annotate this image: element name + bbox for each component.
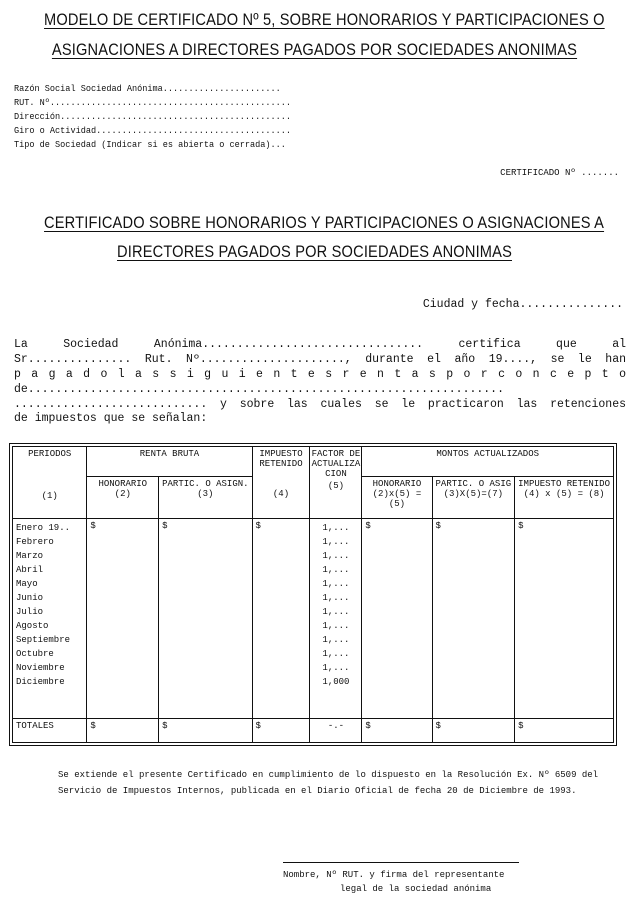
col-factor [310, 447, 362, 519]
factors-column [310, 519, 362, 719]
month-label: Agosto [16, 621, 49, 631]
col-m-partic-label: PARTIC. O ASIG [435, 479, 512, 489]
group-renta-bruta: RENTA BRUTA [87, 447, 252, 477]
factor-value: 1,... [322, 607, 350, 617]
col-m-honorario-label: HONORARIO [372, 479, 422, 489]
header-field-giro: Giro o Actividad...................................... [14, 126, 292, 136]
col-honorario-num: (2) [114, 489, 131, 499]
factor-value: 1,... [322, 537, 350, 547]
col-honorario-label: HONORARIO [98, 479, 148, 489]
month-label: Febrero [16, 537, 54, 547]
month-label: Julio [16, 607, 44, 617]
totales-label: TOTALES [13, 719, 87, 743]
col-m-impuesto-label: IMPUESTO RETENIDO [518, 479, 610, 489]
col-impuesto-num: (4) [272, 489, 290, 499]
col-honorario [87, 477, 159, 519]
signature-line [283, 862, 519, 863]
cert-title-line2: DIRECTORES PAGADOS POR SOCIEDADES ANONIMAS [116, 242, 513, 261]
col-partic-label: PARTIC. O ASIGN. [162, 479, 249, 489]
footer-line-2: Servicio de Impuestos Internos, publicada en el Diario Oficial de fecha 20 de Diciembre de 1993. [58, 786, 577, 796]
month-label: Mayo [16, 579, 38, 589]
month-label: Abril [16, 565, 44, 575]
total-m-impuesto: $ [515, 719, 614, 743]
factor-value: 1,... [322, 551, 350, 561]
col-m-partic [432, 477, 515, 519]
certificate-table [12, 446, 614, 743]
body-line-4: de..................................................................... [14, 383, 504, 396]
cert-title-line1: CERTIFICADO SOBRE HONORARIOS Y PARTICIPACIONES O ASIGNACIONES A [44, 213, 605, 232]
body-line-1: La Sociedad Anónima................................ certifica que al [14, 338, 626, 351]
col-partic-num: (3) [197, 489, 214, 499]
month-label: Noviembre [16, 663, 65, 673]
col-m-honorario-formula: (2)x(5) = (5) [372, 489, 422, 509]
group-montos-actualizados: MONTOS ACTUALIZADOS [362, 447, 614, 477]
col-m-impuesto [515, 477, 614, 519]
total-impuesto: $ [252, 719, 310, 743]
m-partic-values: $ [432, 519, 515, 719]
certificado-number: CERTIFICADO Nº ....... [500, 168, 619, 178]
col-partic [159, 477, 252, 519]
body-line-2: Sr............... Rut. Nº....................., durante el año 19...., se le han [14, 353, 626, 366]
factor-value: 1,... [322, 579, 350, 589]
header-field-rut: RUT. Nº............................................... [14, 98, 292, 108]
month-label: Marzo [16, 551, 44, 561]
body-line-3: p a g a d o l a s s i g u i e n t e s r e n t a s p o r c o n c e p t o [14, 368, 626, 381]
col-factor-num: (5) [327, 481, 345, 491]
col-m-impuesto-formula: (4) x (5) = (8) [523, 489, 605, 499]
m-impuesto-values: $ [515, 519, 614, 719]
month-label: Diciembre [16, 677, 65, 687]
factor-value: 1,000 [322, 677, 350, 687]
total-m-partic: $ [432, 719, 515, 743]
total-factor: -.- [310, 719, 362, 743]
factor-value: 1,... [322, 663, 350, 673]
months-column [13, 519, 87, 719]
model-title-line2: ASIGNACIONES A DIRECTORES PAGADOS POR SOCIEDADES ANONIMAS [51, 40, 578, 59]
factor-value: 1,... [322, 635, 350, 645]
m-honorario-values: $ [362, 519, 432, 719]
col-factor-label: FACTOR DE ACTUALIZA CION [311, 449, 361, 479]
col-m-partic-formula: (3)X(5)=(7) [443, 489, 504, 499]
col-periodos [13, 447, 87, 519]
col-m-honorario [362, 477, 432, 519]
month-label: Octubre [16, 649, 54, 659]
ciudad-fecha: Ciudad y fecha............... [422, 298, 623, 311]
factor-value: 1,... [322, 523, 350, 533]
body-line-6: de impuestos que se señalan: [14, 412, 208, 425]
factor-value: 1,... [322, 565, 350, 575]
signature-label-1: Nombre, Nº RUT. y firma del representante [283, 870, 505, 880]
month-label: Enero 19.. [16, 523, 71, 533]
month-label: Junio [16, 593, 44, 603]
header-field-razon-social: Razón Social Sociedad Anónima....................... [14, 84, 281, 94]
factor-value: 1,... [322, 593, 350, 603]
month-label: Septiembre [16, 635, 71, 645]
impuesto-values: $ [252, 519, 310, 719]
footer-line-1: Se extiende el presente Certificado en cumplimiento de lo dispuesto en la Resolución Ex. Nº 6509 del [58, 770, 599, 780]
signature-label-2: legal de la sociedad anónima [340, 884, 492, 894]
header-field-tipo-sociedad: Tipo de Sociedad (Indicar si es abierta o cerrada)... [14, 140, 286, 150]
factor-value: 1,... [322, 621, 350, 631]
header-field-direccion: Dirección............................................. [14, 112, 292, 122]
honorario-values: $ [87, 519, 159, 719]
col-impuesto-retenido [252, 447, 310, 519]
total-partic: $ [159, 719, 252, 743]
total-honorario: $ [87, 719, 159, 743]
model-title-line1: MODELO DE CERTIFICADO Nº 5, SOBRE HONORARIOS Y PARTICIPACIONES O [44, 10, 605, 29]
col-periodos-label: PERIODOS [28, 449, 72, 459]
col-impuesto-label: IMPUESTO RETENIDO [259, 449, 303, 469]
col-periodos-num: (1) [41, 491, 58, 501]
body-line-5: ............................ y sobre las cuales se le practicaron las retenciones [14, 398, 626, 411]
partic-values: $ [159, 519, 252, 719]
total-m-honorario: $ [362, 719, 432, 743]
factor-value: 1,... [322, 649, 350, 659]
